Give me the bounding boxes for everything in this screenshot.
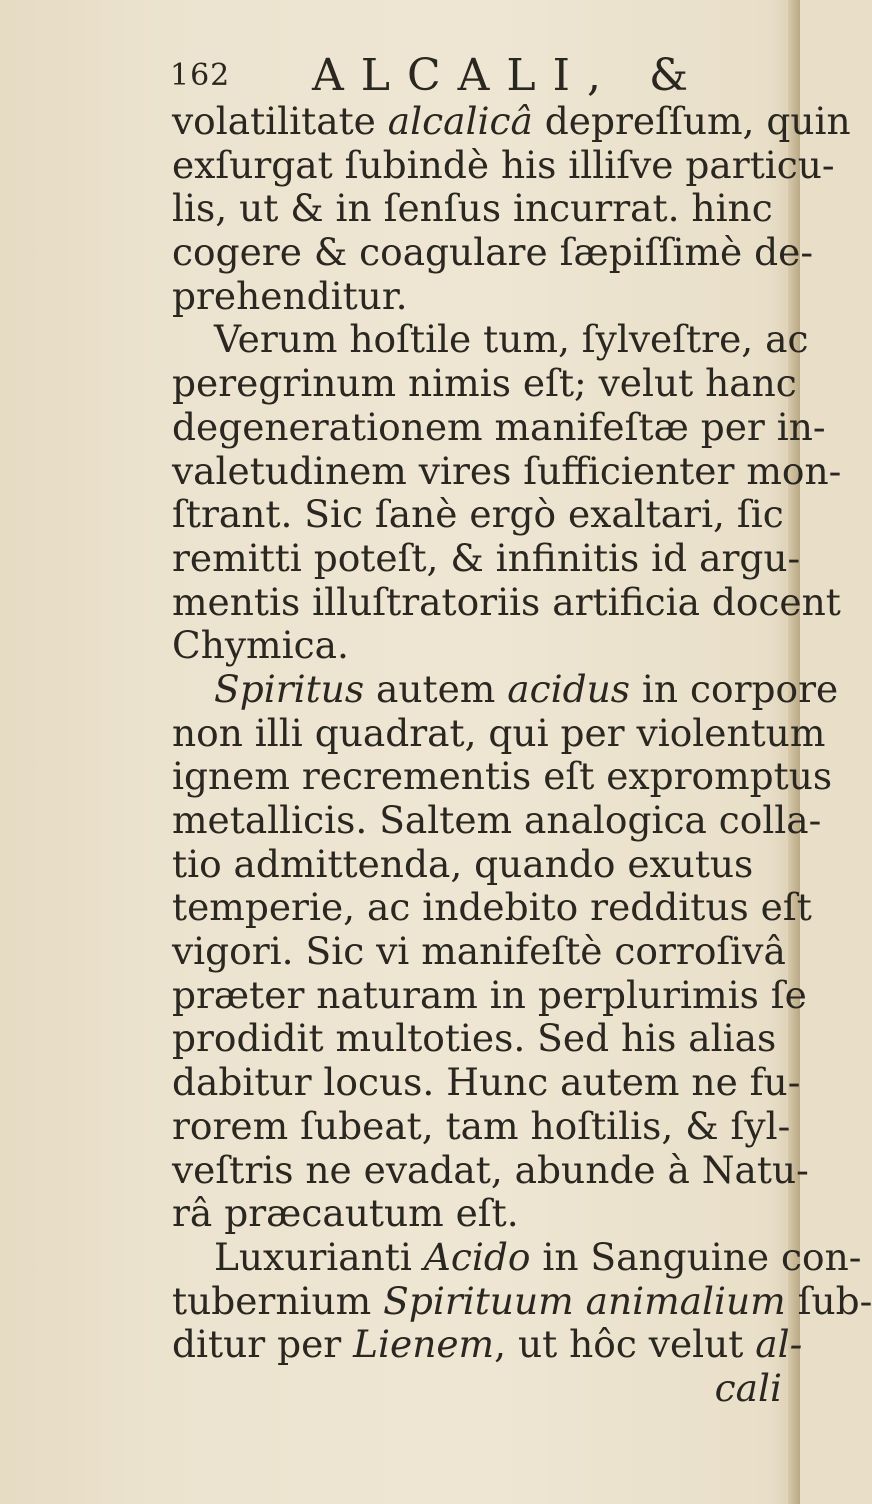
text-segment: râ præcautum eſt. xyxy=(172,1191,519,1236)
text-line xyxy=(172,929,786,974)
text-segment: Verum hoſtile tum, ſylveſtre, ac xyxy=(214,317,809,362)
italic-text: Lienem xyxy=(353,1322,495,1367)
text-line xyxy=(172,1017,782,1061)
text-line xyxy=(172,361,797,406)
italic-text: Spirituum animalium xyxy=(383,1278,786,1323)
text-line xyxy=(172,535,801,581)
text-line xyxy=(172,798,822,843)
body-text xyxy=(172,99,872,1411)
italic-text: acidus xyxy=(507,666,631,711)
text-segment: ditur per xyxy=(172,1322,354,1367)
page-header xyxy=(170,50,770,100)
text-line xyxy=(172,187,782,231)
text-line xyxy=(172,1367,782,1411)
text-segment: prehenditur. xyxy=(172,273,408,318)
text-segment: veſtris ne evadat, abunde à Natu- xyxy=(172,1147,809,1192)
text-line xyxy=(172,1234,862,1280)
text-segment: in corpore xyxy=(630,666,839,711)
italic-text: cali xyxy=(714,1365,782,1410)
text-segment: Luxurianti xyxy=(214,1234,424,1279)
text-segment: prodidit multoties. Sed his alias xyxy=(172,1016,777,1061)
text-line xyxy=(172,1147,809,1193)
text-segment: temperie, ac indebito redditus eſt xyxy=(172,885,812,930)
text-segment: Chymica. xyxy=(172,623,349,668)
text-line xyxy=(172,1278,872,1324)
text-line xyxy=(172,1192,782,1236)
text-segment: mentis illuſtratoriis artificia docent xyxy=(172,579,841,624)
text-segment: autem xyxy=(364,666,508,711)
text-segment: valetudinem vires ſufficienter mon- xyxy=(172,448,842,493)
text-segment: non illi quadrat, qui per violentum xyxy=(172,710,826,755)
text-segment: ignem recrementis eſt expromptus xyxy=(172,754,833,799)
text-line xyxy=(172,972,807,1018)
text-segment: vigori. Sic vi manifeſtè corroſivâ xyxy=(172,929,786,974)
text-segment: , ut hôc velut xyxy=(494,1322,756,1367)
text-line xyxy=(172,885,812,930)
text-segment: tubernium xyxy=(172,1278,384,1323)
text-line xyxy=(172,493,782,537)
text-line xyxy=(172,99,851,144)
text-line xyxy=(172,1103,791,1149)
text-line xyxy=(172,275,782,319)
text-segment: dabitur locus. Hunc autem ne fu- xyxy=(172,1060,801,1105)
text-segment: peregrinum nimis eſt; velut hanc xyxy=(172,361,797,406)
italic-text: al- xyxy=(755,1322,803,1367)
text-line xyxy=(172,624,782,668)
text-line xyxy=(172,579,841,625)
text-segment: ſtrant. Sic ſanè ergò exaltari, ſic xyxy=(172,492,784,537)
text-segment: ſub- xyxy=(785,1278,872,1323)
text-segment: in Sanguine con- xyxy=(530,1234,862,1279)
text-line xyxy=(172,404,826,450)
text-segment: remitti poteſt, & infinitis id argu- xyxy=(172,535,801,580)
text-line xyxy=(172,142,835,188)
text-segment: rorem ſubeat, tam hoſtilis, & ſyl- xyxy=(172,1103,791,1148)
text-line xyxy=(172,843,782,887)
text-line xyxy=(172,754,833,799)
text-line xyxy=(172,666,839,712)
text-segment: præter naturam in perplurimis ſe xyxy=(172,972,807,1017)
text-line xyxy=(172,1060,801,1105)
text-segment: cogere & coagulare ſæpiſſimè de- xyxy=(172,230,814,275)
text-segment: volatilitate xyxy=(172,99,388,143)
text-segment: lis, ut & in ſenſus incurrat. hinc xyxy=(172,186,773,231)
text-segment: depreſſum, quin xyxy=(532,99,851,143)
text-segment: exſurgat ſubindè his illiſve particu- xyxy=(172,142,835,187)
text-segment: metallicis. Saltem analogica colla- xyxy=(172,798,822,842)
text-line xyxy=(172,448,842,494)
text-line xyxy=(172,710,826,756)
text-segment: tio admittenda, quando exutus xyxy=(172,841,754,886)
text-line xyxy=(172,230,814,275)
text-line xyxy=(172,317,809,362)
text-segment: degenerationem manifeſtæ per in- xyxy=(172,404,826,449)
page-number: 162 xyxy=(170,58,231,93)
italic-text: Acido xyxy=(423,1234,531,1279)
running-head: ALCALI, & xyxy=(312,50,706,101)
text-line xyxy=(172,1322,803,1367)
italic-text: alcalicâ xyxy=(387,99,533,143)
italic-text: Spiritus xyxy=(214,666,365,711)
